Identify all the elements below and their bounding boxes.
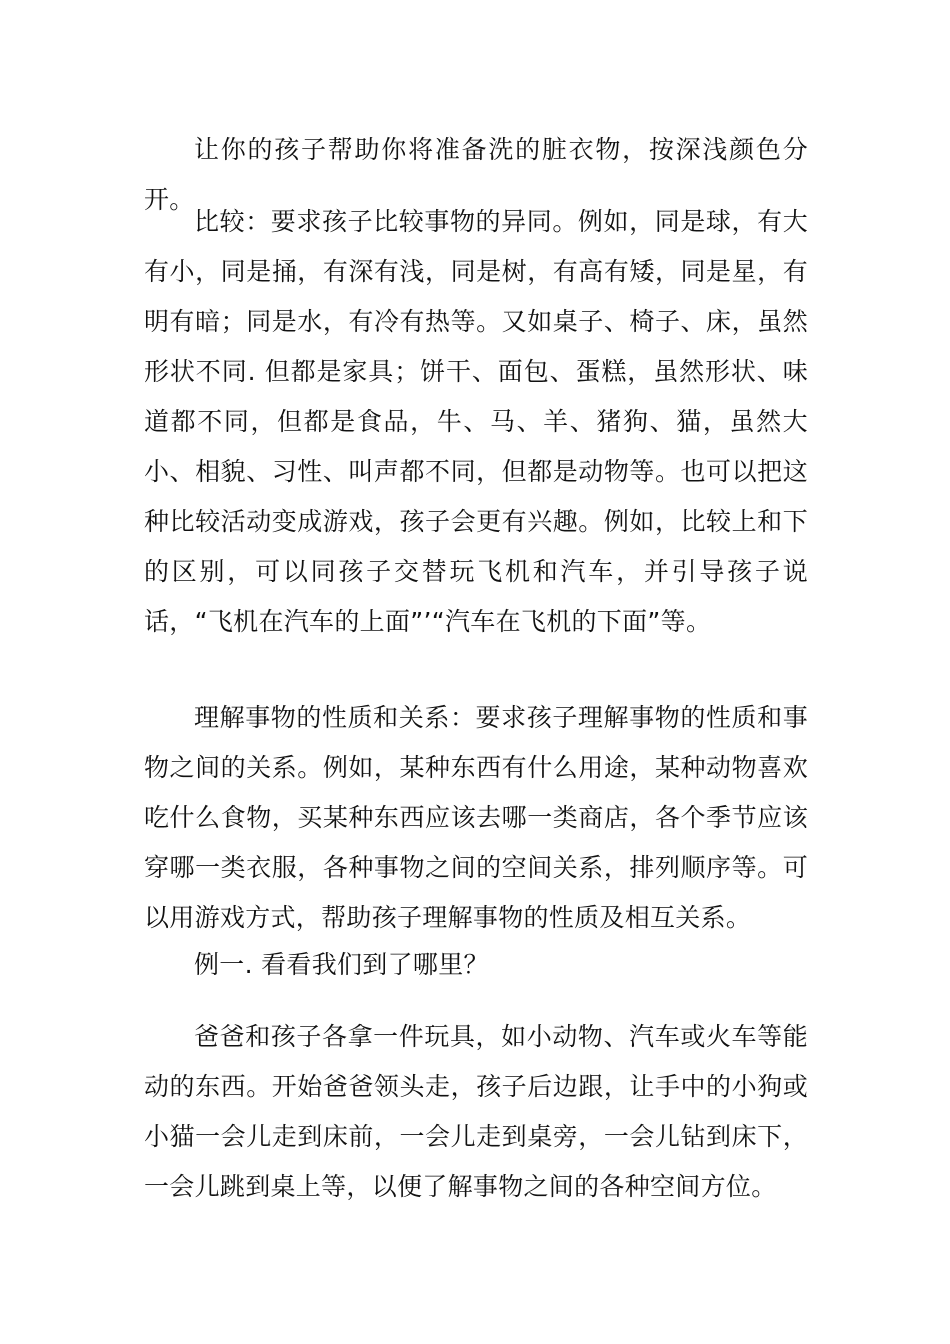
paragraph-properties-relations: 理解事物的性质和关系：要求孩子理解事物的性质和事物之间的关系。例如，某种东西有什么用途，某种动物喜欢吃什么食物，买某种东西应该去哪一类商店，各个季节应该穿哪一类衣服，各种事物之间的空间关系，排列顺序等。可以用游戏方式，帮助孩子理解事物的性质及相互关系。 <box>144 703 808 932</box>
paragraph-comparison: 比较：要求孩子比较事物的异同。例如，同是球，有大有小，同是捅，有深有浅，同是树，有高有矮，同是星，有明有暗；同是水，有冷有热等。又如桌子、椅子、床，虽然形状不同. 但都是家具；饼干、面包、蛋糕，虽然形状、味道都不同，但都是食品，牛、马、羊、猪狗、猫，虽然大小、相貌、习性、叫声都不同，但都是动物等。也可以把这种比较活动变成游戏，孩子会更有兴趣。例如，比较上和下的区别，可以同孩子交替玩飞机和汽车，并引导孩子说话，“飞机在汽车的上面”’“汽车在飞机的下面”等。 <box>144 207 808 636</box>
paragraph-example-body: 爸爸和孩子各拿一件玩具，如小动物、汽车或火车等能动的东西。开始爸爸领头走，孩子后边跟，让手中的小狗或小猫一会儿走到床前，一会儿走到桌旁，一会儿钻到床下，一会儿跳到桌上等，以便了解事物之间的各种空间方位。 <box>144 1022 808 1201</box>
paragraph-example-heading: 例一. 看看我们到了哪里？ <box>194 950 489 979</box>
paragraph-laundry: 让你的孩子帮助你将准备洗的脏衣物，按深浅颜色分开。 <box>144 135 808 214</box>
